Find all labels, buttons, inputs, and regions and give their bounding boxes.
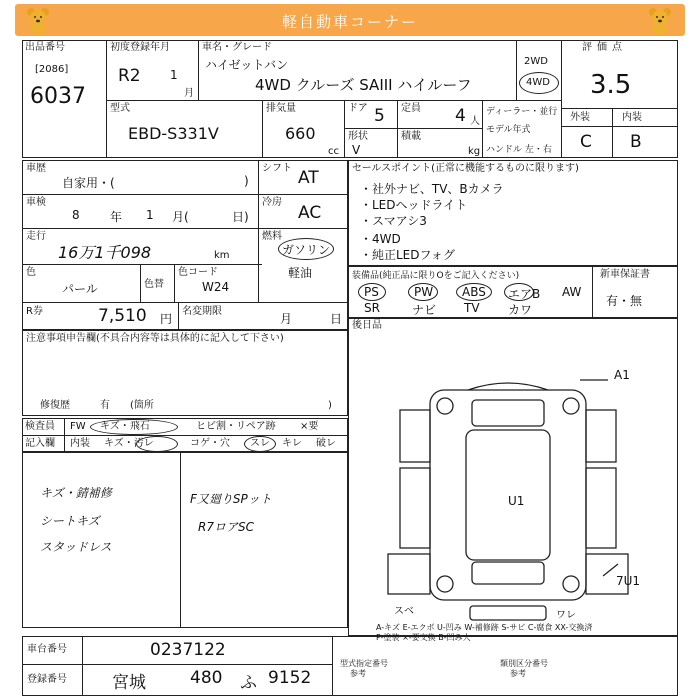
recycle-label: R券 [26, 306, 43, 317]
color-code-value: W24 [202, 280, 230, 294]
handle-label: ハンドル 左・右 [486, 145, 552, 155]
hand-note-left-1: キズ・錆補修 [40, 486, 112, 500]
repair-place: (箇所 [130, 400, 154, 411]
model-name-line2: 4WD クルーズ SAIII ハイルーフ [255, 76, 472, 94]
model-name-label: 車名・グレード [202, 42, 272, 53]
doors-value: 5 [374, 106, 385, 126]
inspector-cut: キレ [282, 438, 302, 449]
usage-value: 自家用・( [62, 176, 115, 190]
wheel-fl [437, 398, 453, 414]
after-date-label: 後日品 [352, 320, 382, 331]
type-label: 型式 [110, 103, 130, 114]
shape-value: V [352, 143, 361, 157]
car-diagram [348, 318, 678, 636]
repair-close: ) [328, 400, 332, 411]
plate-class: 480 [190, 668, 223, 688]
recycle-value: 7,510 [98, 306, 147, 326]
mileage-value: 16万1千098 [58, 243, 152, 262]
exterior-grade: C [580, 132, 592, 152]
repair-value: 有 [100, 400, 110, 411]
lot-label: 出品番号 [25, 42, 65, 53]
color-value: パール [62, 282, 98, 296]
footer-ref-1: 参考 [350, 669, 366, 678]
score-value: 3.5 [590, 70, 632, 100]
equip-airbag: エアB [508, 287, 541, 301]
inspector-wear: スレ [250, 438, 270, 449]
inspector-interior: 内装 [70, 438, 90, 449]
page-title: 軽自動車コーナー [281, 13, 418, 31]
inspection-year: 8 [72, 208, 80, 222]
type-value: EBD-S331V [128, 124, 219, 143]
interior-label: 内装 [622, 112, 642, 123]
drive-2wd: 2WD [524, 56, 548, 67]
hand-note-left-2: シートキズ [40, 514, 100, 528]
color-code-label: 色コード [178, 267, 218, 278]
plate-number: 9152 [268, 668, 312, 688]
wheel-rr [563, 576, 579, 592]
inspection-year-unit: 年 [110, 210, 123, 224]
damage-mark-u1: U1 [508, 494, 525, 508]
interior-grade: B [630, 132, 642, 152]
footer-class-number-label: 類別区分番号 [500, 659, 548, 668]
lot-number: 6037 [30, 84, 86, 109]
inspector-tear: 破レ [316, 438, 336, 449]
sales-point-2: ・LEDヘッドライト [360, 198, 468, 212]
sales-point-5: ・純正LEDフォグ [360, 248, 455, 262]
capacity-value: 4 [455, 106, 466, 126]
repair-label: 修復歴 [40, 400, 70, 411]
windshield [472, 400, 544, 426]
damage-mark-slip: スベ [394, 606, 414, 617]
warranty-value: 有・無 [606, 294, 643, 308]
capacity-unit: 人 [470, 116, 480, 127]
right-front-panel [586, 410, 616, 462]
equip-abs: ABS [462, 285, 486, 299]
inspection-month: 1 [146, 208, 154, 222]
first-reg-era: R2 [118, 66, 141, 86]
warranty-label: 新車保証書 [600, 269, 650, 280]
notes-label: 注意事項申告欄(不具合内容等は具体的に記入して下さい) [26, 333, 284, 344]
plate-kana: ふ [240, 673, 257, 693]
damage-mark-crack: ワレ [556, 610, 576, 621]
equip-tv: TV [464, 301, 480, 315]
first-reg-label: 初度登録年月 [110, 42, 170, 53]
color-change-label: 色替 [144, 279, 164, 290]
rear-bumper [470, 606, 546, 620]
dealer-label: ディーラー・並行 [486, 107, 558, 117]
inspection-month-unit: 月( [172, 210, 189, 224]
model-name-line1: ハイゼットバン [205, 58, 289, 72]
hand-note-right-2: R7ロアSC [198, 520, 254, 534]
fuel-label: 燃料 [262, 231, 282, 242]
name-change-day: 日 [330, 312, 343, 326]
model-year-label: モデル年式 [486, 125, 531, 135]
equip-ps: PS [364, 285, 379, 299]
chassis-value: 0237122 [150, 640, 226, 660]
capacity-label: 定員 [401, 103, 421, 114]
sales-point-4: ・4WD [360, 232, 401, 246]
first-reg-month: 1 [170, 68, 178, 82]
legend-line-2: P-塗装 ×-要交換 B-凹み大 [376, 633, 471, 642]
drive-4wd: 4WD [526, 77, 550, 88]
sales-points-label: セールスポイント(正常に機能するものに限ります) [352, 163, 579, 174]
equip-aw: AW [562, 285, 582, 299]
inspection-day-unit: 日) [232, 210, 249, 224]
shift-label: シフト [262, 163, 292, 174]
bear-logo-right-icon [647, 6, 673, 34]
inspector-label: 検査員 [25, 421, 55, 432]
plate-label: 登録番号 [27, 674, 67, 685]
hand-note-left-3: スタッドレス [40, 540, 112, 554]
recycle-unit: 円 [160, 312, 173, 326]
displacement-label: 排気量 [266, 103, 296, 114]
damage-mark-a1: A1 [614, 368, 630, 382]
equip-sr: SR [364, 301, 380, 315]
inspector-replace: ×要 [300, 421, 319, 432]
displacement-value: 660 [285, 124, 316, 143]
first-reg-month-unit: 月 [184, 88, 194, 99]
inspector-entry-label: 記入欄 [25, 438, 55, 449]
inspection-label: 車検 [26, 197, 46, 208]
sales-point-3: ・スマアシ3 [360, 214, 427, 228]
rear-window [472, 562, 544, 584]
load-unit: kg [468, 146, 481, 157]
displacement-unit: cc [328, 146, 339, 157]
sales-point-1: ・社外ナビ、TV、Bカメラ [360, 182, 504, 196]
header-banner [15, 4, 685, 36]
exterior-label: 外装 [570, 112, 590, 123]
fuel-diesel: 軽油 [288, 266, 313, 280]
wheel-fr [563, 398, 579, 414]
inspector-crack: ヒビ割・リペア跡 [196, 421, 276, 432]
ac-value: AC [298, 203, 322, 223]
inspector-scratch: キズ・飛石 [100, 421, 150, 432]
damage-mark-7u1: 7U1 [616, 574, 641, 588]
hand-note-right-1: F又廻りSPット [190, 492, 272, 506]
load-label: 積載 [401, 131, 421, 142]
inspector-fw: FW [70, 421, 86, 432]
shape-label: 形状 [348, 131, 368, 142]
footer-type-number-label: 型式指定番号 [340, 659, 388, 668]
doors-label: ドア [348, 103, 368, 114]
right-side-panel [586, 468, 616, 548]
left-rear-panel [388, 554, 430, 594]
lot-sub: [2086] [35, 64, 69, 75]
equip-navi: ナビ [412, 303, 437, 317]
chassis-label: 車台番号 [27, 644, 67, 655]
footer-ref-2: 参考 [510, 669, 526, 678]
wheel-rl [437, 576, 453, 592]
equipment-label: 装備品(純正品に限りOをご記入ください) [352, 271, 520, 281]
mileage-unit: km [214, 250, 230, 261]
color-label: 色 [26, 267, 36, 278]
equip-leather: カワ [508, 303, 533, 317]
name-change-label: 名変期限 [182, 306, 222, 317]
hood-line [468, 383, 548, 390]
equip-pw: PW [414, 285, 434, 299]
inspector-stain: キズ・汚レ [104, 438, 154, 449]
mileage-label: 走行 [26, 231, 46, 242]
name-change-month: 月 [280, 312, 293, 326]
ac-label: 冷房 [262, 197, 282, 208]
left-front-panel [400, 410, 430, 462]
shift-value: AT [298, 168, 319, 188]
usage-close: ) [244, 174, 249, 188]
plate-prefecture: 宮城 [112, 673, 146, 693]
usage-label: 車歴 [26, 163, 46, 174]
legend-line-1: A-キズ E-エクボ U-凹み W-補修跡 S-サビ C-腐食 XX-交換済 [376, 623, 593, 632]
score-label: 評価点 [582, 42, 627, 53]
inspector-burn: コゲ・穴 [190, 438, 230, 449]
left-side-panel [400, 468, 430, 548]
fuel-gasoline: ガソリン [282, 243, 331, 257]
